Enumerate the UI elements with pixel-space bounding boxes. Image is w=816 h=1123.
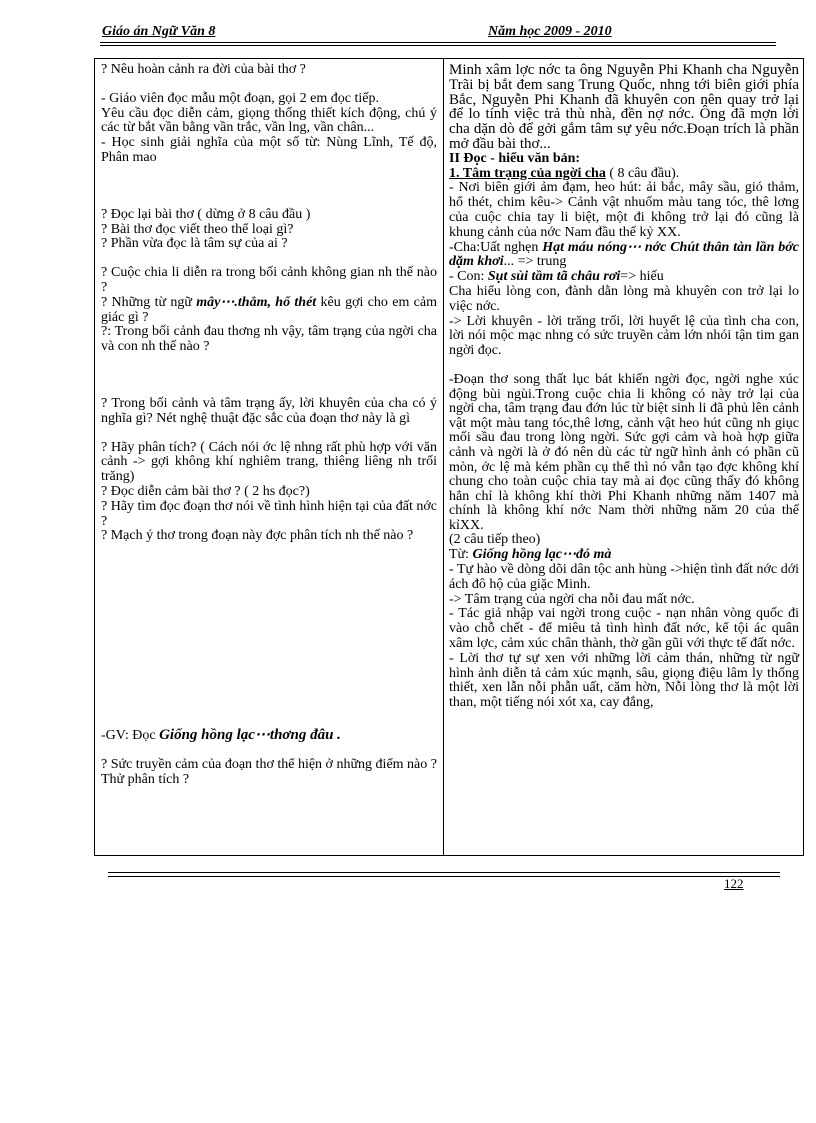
vocabulary-task: - Học sinh giải nghĩa của một số từ: Nùng Lĩnh, Tế độ, Phân mao — [101, 135, 437, 165]
question-flow: ? Mạch ý thơ trong đoạn này đợc phân tích nh thế nào ? — [101, 528, 414, 544]
passage-reference: Từ: Giống hồng lạc⋯đó mà — [449, 547, 612, 563]
page-number: 122 — [724, 876, 744, 891]
header-course-title: Giáo án Ngữ Văn 8 — [102, 24, 216, 39]
father-grief: -> Tâm trạng của ngời cha nỗi đau mất nớc. — [449, 591, 695, 607]
author-role-analysis: - Tác giả nhập vai ngời trong cuộc - nạn nhân vòng quốc đi vào chỗ chết - để miêu tả tình hình đất nớc, kể tội ác quân xâm lợc, cảm xúc chân thành, thờ gần gũi với thực tế đất nớc. — [449, 606, 799, 652]
lesson-table — [94, 58, 804, 856]
question-find-passage: ? Hãy tìm đọc đoạn thơ nói về tình hình hiện tại của đất nớc ? — [101, 498, 437, 529]
footer-rule — [108, 872, 780, 873]
footer-rule-double — [108, 876, 780, 877]
question-speaker: ? Phần vừa đọc là tâm sự của ai ? — [101, 236, 288, 252]
context-explanation: Minh xâm lợc nớc ta ông Nguyễn Phi Khanh cha Nguyễn Trãi bị bắt đem sang Trung Quốc, nhng tới biên giới phía Bắc, Nguyễn Phi Khanh đã khuyên con nên quay trở lại để lo tính việc trả thù nhà, đền nợ nớc. Ông đã mợn lời cha dặn dò để gởi gắm tâm sự yêu nớc.Đoạn trích là phần mở đầu bài thơ... — [449, 62, 799, 152]
question-reread: ? Đọc lại bài thơ ( dừng ở 8 câu đầu ) — [101, 206, 311, 222]
teacher-reads-passage: -GV: Đọc Giống hồng lạc⋯thơng đâu . — [101, 727, 341, 744]
question-read-aloud: ? Đọc diễn cảm bài thơ ? ( 2 hs đọc?) — [101, 483, 310, 499]
question-mood: ?: Trong bối cảnh đau thơng nh vậy, tâm trạng của ngời cha và con nh thế nào ? — [101, 324, 437, 355]
lesson-content-column — [449, 63, 799, 711]
subsection-heading-father: 1. Tâm trạng của ngời cha ( 8 câu đầu). — [449, 165, 680, 181]
section-heading-reading: II Đọc - hiểu văn bản: — [449, 150, 581, 166]
question-imagery: ? Những từ ngữ mây⋯.thẳm, hổ thét kêu gợi cho em cảm giác gì ? — [101, 294, 437, 325]
advice-meaning: -> Lời khuyên - lời trăng trối, lời huyết lệ của tình cha con, lời nói mộc mạc nhng có sức truyền cảm lớn nhói tận tim gan ngời đọc. — [449, 313, 799, 359]
header-rule — [100, 42, 776, 43]
header-school-year: Năm học 2009 - 2010 — [488, 24, 612, 39]
page-header — [100, 24, 776, 44]
father-understanding: Cha hiểu lòng con, đành dằn lòng mà khuyên con trở lại lo việc nớc. — [449, 283, 799, 314]
column-divider — [443, 59, 444, 855]
question-genre: ? Bài thơ đọc viết theo thể loại gì? — [101, 221, 294, 237]
poetic-form-analysis: -Đoạn thơ song thất lục bát khiến ngời đọc, ngời nghe xúc động bùi ngùi.Trong cuộc chia li không có này trở lại của ngời cha, tâm trạng đau đớn lúc từ biệt sinh li đã phủ lên cảnh vật một màu tang tóc,thê lơng, cảnh vật heo hút cũng nh giục mối sầu đau trong lòng ngời. Sức gợi cảm và hoà hợp giữa cảnh và ngời là ở đó nên dù các từ ngữ hình ảnh có phần cũ mòn, ớc lệ mà kém phần cụ thể thì nó vẫn tạo đợc không khí chung cho toàn cuộc chia tay mà ai đọc cũng thấy đó không hẳn chỉ là không khí thời Phi Khanh những năm 1407 mà chính là không khí nớc Nam thời những năm 20 của thế kỉXX. — [449, 371, 799, 533]
question-setting: ? Cuộc chia li diễn ra trong bối cảnh không gian nh thế nào ? — [101, 265, 437, 295]
question-emotional-power: ? Sức truyền cảm của đoạn thơ thể hiện ở những điểm nào ? Thử phân tích ? — [101, 756, 437, 787]
teacher-reading-instruction: - Giáo viên đọc mẫu một đoạn, gọi 2 em đọc tiếp. — [101, 90, 379, 106]
father-feeling: -Cha:Uất nghẹn Hạt máu nóng⋯ nớc Chút thân tàn lần bớc dặm khơi... => trung — [449, 239, 799, 270]
header-rule-double — [100, 45, 776, 46]
next-lines-label: (2 câu tiếp theo) — [449, 532, 541, 548]
reading-requirement: Yêu cầu đọc diễn cảm, giọng thống thiết kích động, chú ý các từ bắt vần bằng vần trắc, vần lng, vần chân... — [101, 105, 437, 136]
son-feeling: - Con: Sụt sùi tầm tã châu rơi=> hiếu — [449, 269, 664, 285]
border-scenery-analysis: - Nơi biên giới ảm đạm, heo hút: ải bắc, mây sầu, gió thảm, hổ thét, chim kêu-> Cảnh vật nhuốm màu tang tóc, thê lơng của cuộc chia tay li biệt, một đi không trở lại đó cũng là khung cảnh của nớc Nam đầu thế kỷ XX. — [449, 180, 799, 240]
question-context: ? Nêu hoàn cảnh ra đời của bài thơ ? — [101, 62, 306, 77]
teacher-student-activity-column — [101, 63, 437, 788]
question-advice: ? Trong bối cảnh và tâm trạng ấy, lời khuyên của cha có ý nghĩa gì? Nét nghệ thuật đặc sắc của đoạn thơ này là gì — [101, 395, 437, 426]
question-analyze: ? Hãy phân tích? ( Cách nói ớc lệ nhng rất phù hợp với văn cảnh -> gợi không khí nghiêm trang, thiêng liêng nh trối trăng) — [101, 439, 437, 485]
lyrical-analysis: - Lời thơ tự sự xen với những lời cảm thán, những từ ngữ hình ảnh diễn tả cảm xúc mạnh, sâu, giọng điệu lâm ly thống thiết, xen lẫn nỗi phẫn uất, căm hờn, Nỗi lòng thơ là một lời than, một tiếng nói xót xa, cay đắng, — [449, 650, 799, 711]
pride-ancestry: - Tự hào về dòng dõi dân tộc anh hùng ->hiện tình đất nớc dới ách đô hộ của giặc Minh. — [449, 562, 799, 592]
